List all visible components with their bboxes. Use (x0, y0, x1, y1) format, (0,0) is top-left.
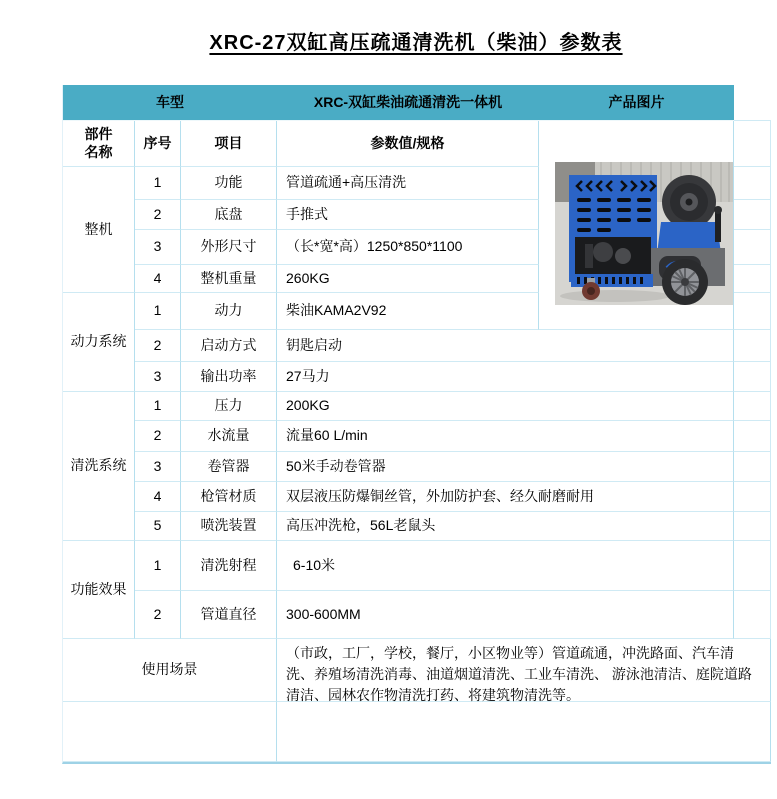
row-index: 1 (135, 541, 181, 591)
row-index: 2 (135, 330, 181, 362)
row-item: 底盘 (181, 200, 277, 230)
header-product-image-label: 产品图片 (539, 85, 734, 121)
row-value: 50米手动卷管器 (277, 452, 734, 482)
row-item: 输出功率 (181, 362, 277, 392)
hose-reel-axle (686, 199, 693, 206)
section-label-power-system: 动力系统 (63, 293, 135, 392)
header-vehicle-type-label: 车型 (63, 85, 277, 121)
handle-knob (714, 206, 722, 214)
header-right-spacer (734, 85, 771, 121)
rear-wheel-hub (681, 278, 689, 286)
spacer-cell (734, 541, 771, 591)
row-item: 枪管材质 (181, 482, 277, 512)
row-index: 4 (135, 265, 181, 293)
row-value: 27马力 (277, 362, 734, 392)
row-item: 管道直径 (181, 591, 277, 639)
part-name-line1: 部件 (84, 126, 113, 142)
spacer-cell (734, 167, 771, 200)
row-value: 260KG (277, 265, 539, 293)
empty-row-left (63, 702, 277, 762)
row-index: 2 (135, 421, 181, 452)
row-value: 6-10米 (277, 541, 734, 591)
spacer-cell (734, 421, 771, 452)
product-photo (555, 162, 733, 305)
row-index: 3 (135, 452, 181, 482)
row-item: 启动方式 (181, 330, 277, 362)
row-item: 喷洗装置 (181, 512, 277, 541)
row-index: 1 (135, 293, 181, 330)
section-label-cleaning-system: 清洗系统 (63, 392, 135, 541)
row-value: 200KG (277, 392, 734, 421)
product-photo-cell (539, 121, 734, 330)
spacer-cell (734, 392, 771, 421)
part-name-line2: 名称 (84, 143, 113, 160)
row-value: 柴油KAMA2V92 (277, 293, 539, 330)
row-item: 压力 (181, 392, 277, 421)
spacer-cell (734, 200, 771, 230)
usage-scenarios-label: 使用场景 (63, 639, 277, 702)
usage-scenarios-text: （市政，工厂，学校，餐厅，小区物业等）管道疏通，冲洗路面、汽车清洗、养殖场清洗消毒、油道烟道清洗、工业车清洗、 游泳池清洁、庭院道路清洁、园林农作物清洗打药、将建筑物清洗等。 (277, 639, 771, 702)
row-item: 整机重量 (181, 265, 277, 293)
row-index: 2 (135, 591, 181, 639)
column-header-index: 序号 (135, 121, 181, 167)
page-title: XRC-27双缸高压疏通清洗机（柴油）参数表 (209, 32, 623, 54)
row-index: 4 (135, 482, 181, 512)
row-value: 手推式 (277, 200, 539, 230)
column-header-item: 项目 (181, 121, 277, 167)
engine-part-2 (615, 248, 631, 264)
spacer-cell (734, 591, 771, 639)
row-item: 动力 (181, 293, 277, 330)
spacer-cell (734, 121, 771, 167)
spacer-cell (734, 362, 771, 392)
row-value: 双层液压防爆铜丝管，外加防护套、经久耐磨耐用 (277, 482, 734, 512)
row-value: 流量60 L/min (277, 421, 734, 452)
row-index: 1 (135, 392, 181, 421)
row-item: 清洗射程 (181, 541, 277, 591)
column-header-spec: 参数值/规格 (277, 121, 539, 167)
row-index: 1 (135, 167, 181, 200)
spacer-cell (734, 293, 771, 330)
row-item: 卷管器 (181, 452, 277, 482)
row-index: 3 (135, 362, 181, 392)
row-index: 2 (135, 200, 181, 230)
spacer-cell (734, 512, 771, 541)
row-value: 管道疏通+高压清洗 (277, 167, 539, 200)
header-model-name: XRC-双缸柴油疏通清洗一体机 (277, 85, 539, 121)
row-value: 高压冲洗枪，56L老鼠头 (277, 512, 734, 541)
spacer-cell (734, 265, 771, 293)
row-index: 5 (135, 512, 181, 541)
row-item: 功能 (181, 167, 277, 200)
spacer-cell (734, 452, 771, 482)
caster-hub (587, 287, 595, 295)
row-value: 钥匙启动 (277, 330, 734, 362)
empty-row-right (277, 702, 771, 762)
row-item: 水流量 (181, 421, 277, 452)
spec-table (62, 85, 771, 764)
section-label-performance: 功能效果 (63, 541, 135, 639)
spacer-cell (734, 230, 771, 265)
engine-part-1 (593, 242, 613, 262)
row-value: 300-600MM (277, 591, 734, 639)
row-index: 3 (135, 230, 181, 265)
row-value: （长*宽*高）1250*850*1100 (277, 230, 539, 265)
photo-floor-shadow (560, 290, 670, 302)
row-item: 外形尺寸 (181, 230, 277, 265)
engine-part-3 (585, 244, 593, 268)
section-label-whole-machine: 整机 (63, 167, 135, 293)
column-header-part-name (63, 121, 135, 167)
spacer-cell (734, 330, 771, 362)
spacer-cell (734, 482, 771, 512)
handle-lever (715, 212, 721, 242)
